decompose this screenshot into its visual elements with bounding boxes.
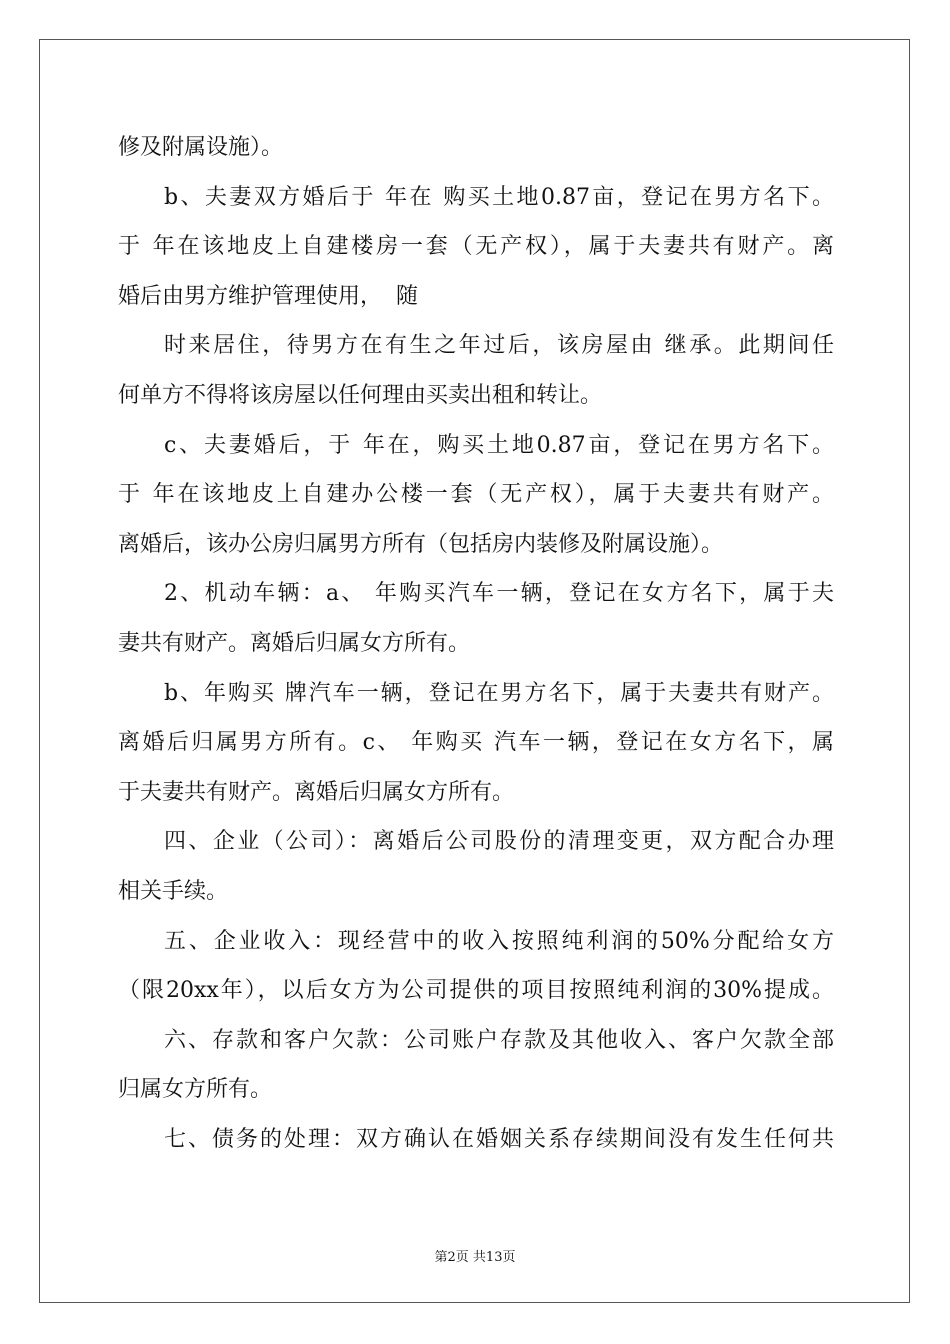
text-line: 相关手续。 (118, 878, 229, 904)
text-line: 妻共有财产。离婚后归属女方所有。 (118, 630, 471, 656)
text-line: 七、债务的处理：双方确认在婚姻关系存续期间没有发生任何共 (164, 1126, 834, 1152)
text-line: c、夫妻婚后，于 年在，购买土地0.87亩，登记在男方名下。 (164, 432, 834, 458)
text-line: 于 年在该地皮上自建楼房一套（无产权），属于夫妻共有财产。离 (118, 234, 834, 260)
text-line: 四、企业（公司）：离婚后公司股份的清理变更，双方配合办理 (164, 829, 834, 855)
text-line: b、夫妻双方婚后于 年在 购买土地0.87亩，登记在男方名下。 (164, 184, 834, 210)
text-line: 六、存款和客户欠款：公司账户存款及其他收入、客户欠款全部 (164, 1027, 834, 1053)
text-line: （限20xx年），以后女方为公司提供的项目按照纯利润的30%提成。 (118, 978, 834, 1004)
text-line: 归属女方所有。 (118, 1077, 273, 1103)
text-line: 于 年在该地皮上自建办公楼一套（无产权），属于夫妻共有财产。 (118, 482, 834, 508)
page-number-footer: 第2页 共13页 (434, 1250, 516, 1265)
text-line: 2、机动车辆：a、 年购买汽车一辆，登记在女方名下，属于夫 (164, 581, 834, 607)
text-line: 何单方不得将该房屋以任何理由买卖出租和转让。 (118, 382, 603, 408)
text-line: 于夫妻共有财产。离婚后归属女方所有。 (118, 779, 515, 805)
text-line: b、年购买 牌汽车一辆，登记在男方名下，属于夫妻共有财产。 (164, 680, 834, 706)
document-body (118, 123, 834, 1164)
text-line: 时来居住，待男方在有生之年过后，该房屋由 继承。此期间任 (164, 333, 834, 359)
text-line: 五、企业收入：现经营中的收入按照纯利润的50%分配给女方 (164, 928, 834, 954)
text-line: 修及附属设施）。 (118, 135, 284, 160)
text-line: 离婚后归属男方所有。c、 年购买 汽车一辆，登记在女方名下，属 (118, 730, 834, 756)
text-line: 离婚后，该办公房归属男方所有（包括房内装修及附属设施）。 (118, 531, 724, 557)
text-line: 婚后由男方维护管理使用， 随 (118, 283, 418, 309)
